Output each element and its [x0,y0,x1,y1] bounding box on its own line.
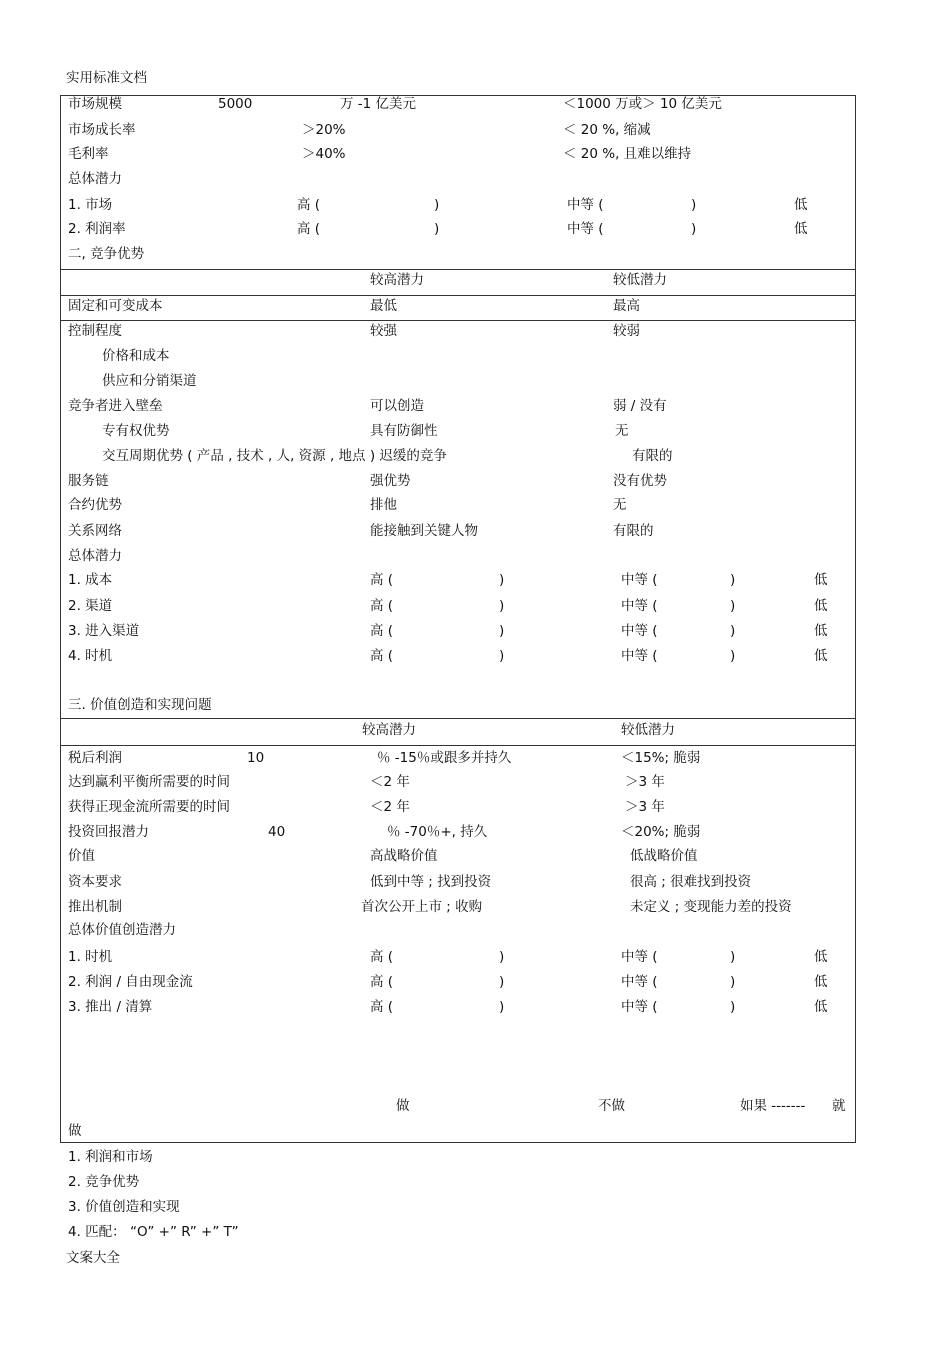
market-size-label: 市场规模 [68,96,122,112]
potential-high: 高 ( [370,999,394,1015]
entry-barrier-label: 竞争者进入壁垒 [68,398,163,414]
potential-row-label: 1. 成本 [68,572,113,588]
table-rule [60,745,856,746]
potential-high: 高 ( [370,974,394,990]
potential-low: 低 [814,598,828,614]
potential-medium: 中等 ( [621,572,658,588]
potential-low: 低 [814,949,828,965]
section-title-value-creation: 三. 价值创造和实现问题 [68,697,212,713]
roi-potential-label: 投资回报潜力 [68,824,149,840]
potential-high: 高 ( [370,648,394,664]
potential-medium-close: ) [730,949,736,965]
potential-low: 低 [814,974,828,990]
potential-row-label: 2. 渠道 [68,598,113,614]
cycle-advantage-low: 有限的 [632,448,673,464]
decision-do-wrap: 做 [68,1123,82,1139]
potential-medium: 中等 ( [621,999,658,1015]
breakeven-time-high: ＜2 年 [370,774,410,790]
exit-mechanism-label: 推出机制 [68,899,122,915]
potential-row-label: 2. 利润 / 自由现金流 [68,974,193,990]
service-chain-low: 没有优势 [613,473,667,489]
roi-potential-high: ％ -70％+, 持久 [387,824,488,840]
potential-margin-label: 2. 利润率 [68,221,126,237]
potential-medium: 中等 ( [621,623,658,639]
page-header: 实用标准文档 [66,70,147,86]
page-footer: 文案大全 [66,1250,120,1266]
potential-high-close: ) [499,974,505,990]
potential-medium-close: ) [730,999,736,1015]
proprietary-label: 专有权优势 [102,423,170,439]
summary-item: 4. 匹配： “O” +” R” +” T” [68,1224,239,1240]
table-rule [60,718,856,719]
potential-high: 高 ( [370,949,394,965]
potential-high: 高 ( [370,572,394,588]
total-potential-label: 总体潜力 [68,171,122,187]
after-tax-profit-value: 10 [247,750,265,766]
column-head-higher: 较高潜力 [370,272,424,288]
potential-low: 低 [814,623,828,639]
contract-label: 合约优势 [68,497,122,513]
cost-low: 最高 [613,298,640,314]
market-growth-high: ＞20% [302,122,346,138]
decision-then: 就 [832,1098,846,1114]
summary-item: 2. 竞争优势 [68,1174,140,1190]
contract-low: 无 [613,497,627,513]
potential-medium: 中等 ( [621,648,658,664]
cycle-advantage-label: 交互周期优势 ( 产品 , 技术 , 人, 资源 , 地点 ) 迟缓的竞争 [102,448,447,464]
decision-if: 如果 ------- [740,1098,806,1114]
price-cost-label: 价格和成本 [102,348,170,364]
potential-low: 低 [814,648,828,664]
potential-medium: 中等 ( [621,949,658,965]
cashflow-time-high: ＜2 年 [370,799,410,815]
total-value-potential-label: 总体价值创造潜力 [68,922,176,938]
breakeven-time-low: ＞3 年 [625,774,665,790]
potential-medium-close: ) [730,623,736,639]
potential-high-close: ) [499,999,505,1015]
table-rule [60,269,856,270]
value-low: 低战略价值 [630,848,698,864]
summary-item: 1. 利润和市场 [68,1149,153,1165]
potential-medium: 中等 ( [567,197,604,213]
control-label: 控制程度 [68,323,122,339]
market-growth-label: 市场成长率 [68,122,136,138]
column-head-lower: 较低潜力 [613,272,667,288]
potential-high-close: ) [434,197,440,213]
potential-medium-close: ) [691,197,697,213]
potential-row-label: 3. 推出 / 清算 [68,999,153,1015]
network-high: 能接触到关键人物 [370,523,478,539]
entry-barrier-high: 可以创造 [370,398,424,414]
section-title-competitive-advantage: 二, 竞争优势 [68,246,145,262]
control-high: 较强 [370,323,397,339]
market-size-value: 5000 [218,96,253,112]
potential-low: 低 [794,221,808,237]
potential-high: 高 ( [370,623,394,639]
gross-margin-label: 毛利率 [68,146,109,162]
service-chain-high: 强优势 [370,473,411,489]
potential-high-close: ) [499,598,505,614]
contract-high: 排他 [370,497,397,513]
potential-market-label: 1. 市场 [68,197,113,213]
capital-low: 很高 ; 很难找到投资 [630,874,752,890]
capital-label: 资本要求 [68,874,122,890]
potential-high: 高 ( [370,598,394,614]
cost-high: 最低 [370,298,397,314]
summary-item: 3. 价值创造和实现 [68,1199,180,1215]
potential-high-close: ) [499,572,505,588]
market-size-low: ＜1000 万或＞ 10 亿美元 [563,96,722,112]
potential-row-label: 4. 时机 [68,648,113,664]
cashflow-time-label: 获得正现金流所需要的时间 [68,799,230,815]
supply-channel-label: 供应和分销渠道 [102,373,197,389]
potential-medium-close: ) [691,221,697,237]
gross-margin-high: ＞40% [302,146,346,162]
table-rule [60,320,856,321]
potential-medium-close: ) [730,598,736,614]
control-low: 较弱 [613,323,640,339]
potential-low: 低 [814,572,828,588]
entry-barrier-low: 弱 / 没有 [613,398,667,414]
decision-do: 做 [396,1098,410,1114]
total-potential-label: 总体潜力 [68,548,122,564]
proprietary-high: 具有防御性 [370,423,438,439]
potential-medium: 中等 ( [621,598,658,614]
capital-high: 低到中等 ; 找到投资 [370,874,492,890]
proprietary-low: 无 [615,423,629,439]
roi-potential-low: ＜20%; 脆弱 [621,824,701,840]
cashflow-time-low: ＞3 年 [625,799,665,815]
exit-mechanism-low: 未定义 ; 变现能力差的投资 [630,899,792,915]
potential-medium-close: ) [730,572,736,588]
potential-row-label: 1. 时机 [68,949,113,965]
network-label: 关系网络 [68,523,122,539]
potential-high: 高 ( [297,197,321,213]
potential-medium: 中等 ( [621,974,658,990]
potential-medium: 中等 ( [567,221,604,237]
table-rule [60,295,856,296]
exit-mechanism-high: 首次公开上市 ; 收购 [361,899,483,915]
breakeven-time-label: 达到赢利平衡所需要的时间 [68,774,230,790]
potential-high-close: ) [434,221,440,237]
column-head-higher: 较高潜力 [362,722,416,738]
after-tax-profit-low: ＜15%; 脆弱 [621,750,701,766]
gross-margin-low: ＜ 20 %, 且难以维持 [563,146,692,162]
potential-high: 高 ( [297,221,321,237]
column-head-lower: 较低潜力 [621,722,675,738]
potential-low: 低 [794,197,808,213]
potential-high-close: ) [499,623,505,639]
potential-high-close: ) [499,648,505,664]
roi-potential-value: 40 [268,824,286,840]
value-label: 价值 [68,848,95,864]
potential-low: 低 [814,999,828,1015]
decision-dont: 不做 [598,1098,625,1114]
potential-row-label: 3. 进入渠道 [68,623,140,639]
market-growth-low: ＜ 20 %, 缩减 [563,122,651,138]
market-size-high: 万 -1 亿美元 [340,96,417,112]
potential-medium-close: ) [730,648,736,664]
network-low: 有限的 [613,523,654,539]
service-chain-label: 服务链 [68,473,109,489]
potential-medium-close: ) [730,974,736,990]
cost-label: 固定和可变成本 [68,298,163,314]
after-tax-profit-high: ％ -15％或跟多并持久 [377,750,512,766]
potential-high-close: ) [499,949,505,965]
value-high: 高战略价值 [370,848,438,864]
after-tax-profit-label: 税后利润 [68,750,122,766]
